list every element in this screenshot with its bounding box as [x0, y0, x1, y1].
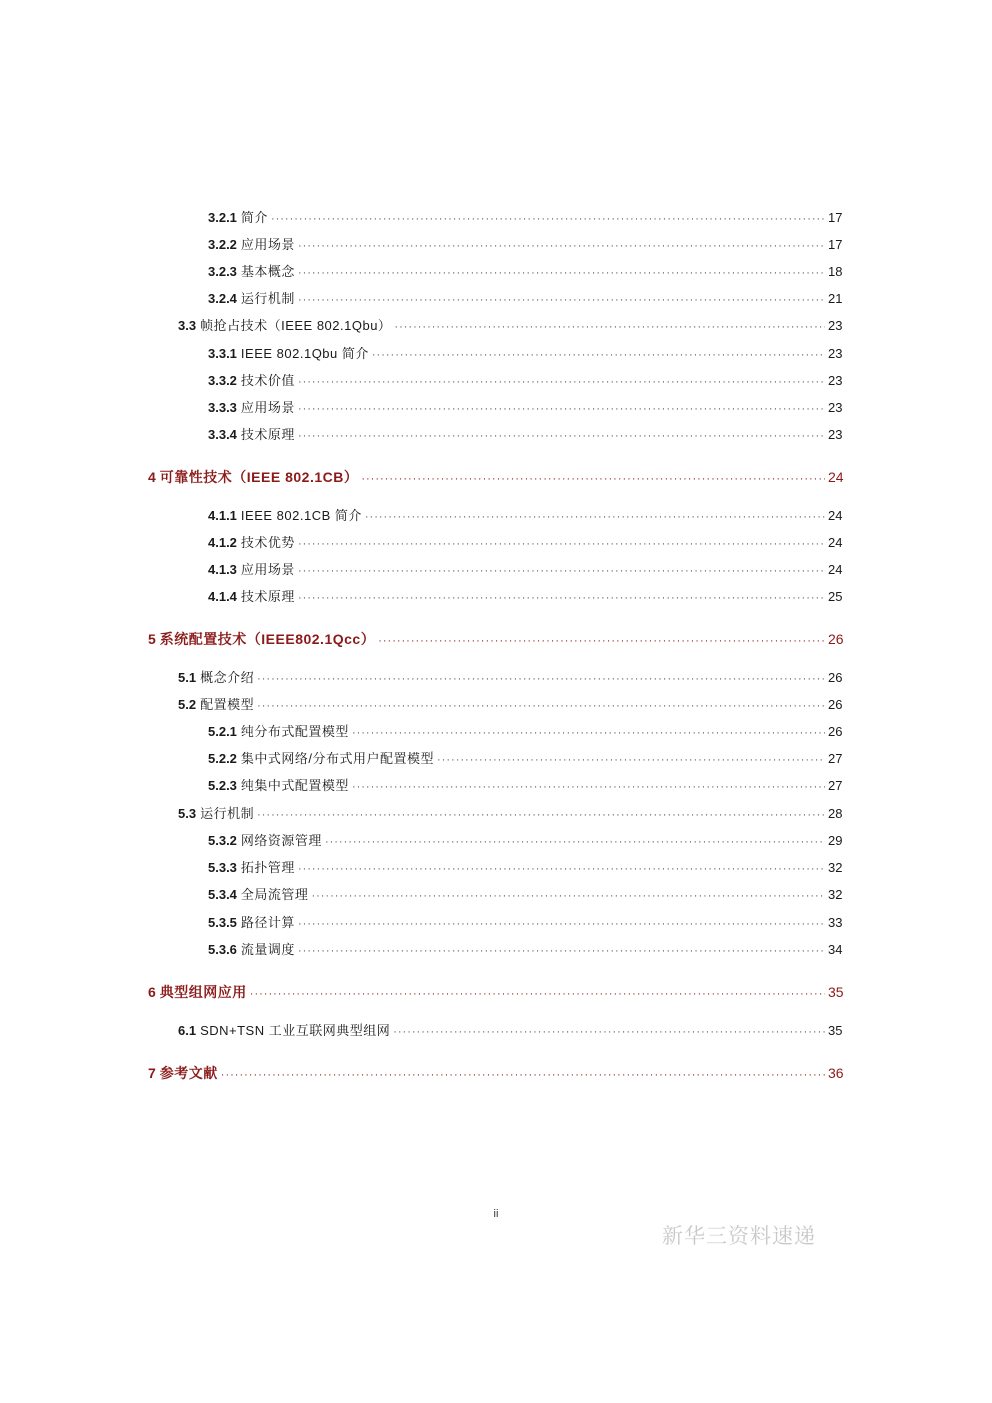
toc-entry-title: 应用场景: [240, 400, 295, 415]
dot-leader: [298, 562, 825, 580]
toc-entry-3-3-3[interactable]: [208, 399, 842, 418]
toc-entry-title: 集中式网络/分布式用户配置模型: [240, 751, 435, 766]
dot-leader: [221, 1066, 825, 1084]
toc-entry-3-3-1[interactable]: [208, 345, 842, 364]
toc-entry-number: 4: [148, 469, 156, 485]
toc-entry-title: 网络资源管理: [240, 833, 322, 848]
toc-entry-page: 23: [828, 427, 843, 442]
dot-leader: [372, 346, 825, 364]
toc-entry-number: 3.2.4: [208, 291, 237, 306]
toc-entry-number: 5.3: [178, 806, 197, 821]
toc-entry-5-3-2[interactable]: [208, 832, 842, 851]
toc-entry-title: 配置模型: [200, 697, 255, 712]
toc-entry-number: 4.1.3: [208, 562, 237, 577]
toc-entry-3-3-4[interactable]: [208, 426, 842, 445]
toc-entry-number: 5.2: [178, 697, 197, 712]
toc-entry-page: 24: [828, 535, 843, 550]
toc-entry-number: 5.3.4: [208, 887, 237, 902]
dot-leader: [257, 697, 825, 715]
dot-leader: [298, 237, 825, 255]
toc-entry-4-1-3[interactable]: [208, 561, 842, 580]
dot-leader: [271, 210, 825, 228]
dot-leader: [298, 860, 825, 878]
toc-entry-page: 32: [828, 887, 843, 902]
toc-entry-title: 技术原理: [240, 589, 295, 604]
toc-entry-5-3[interactable]: [178, 805, 842, 824]
toc-entry-page: 26: [828, 697, 843, 712]
dot-leader: [257, 806, 825, 824]
toc-entry-title: 全局流管理: [240, 887, 309, 902]
toc-entry-page: 34: [828, 942, 843, 957]
toc-entry-4-1-1[interactable]: [208, 507, 842, 526]
dot-leader: [298, 915, 825, 933]
toc-entry-5-2-2[interactable]: [208, 750, 842, 769]
toc-entry-number: 5.2.2: [208, 751, 237, 766]
dot-leader: [250, 985, 825, 1003]
toc-entry-title: 纯分布式配置模型: [240, 724, 349, 739]
toc-entry-title: 参考文献: [159, 1065, 218, 1081]
toc-entry-number: 6: [148, 984, 156, 1000]
dot-leader: [298, 264, 825, 282]
toc-entry-page: 32: [828, 860, 843, 875]
toc-entry-title: 应用场景: [240, 562, 295, 577]
toc-entry-3-3[interactable]: [178, 317, 842, 336]
toc-entry-title: 基本概念: [240, 264, 295, 279]
toc-entry-5-2[interactable]: [178, 696, 842, 715]
toc-entry-title: IEEE 802.1CB 简介: [240, 508, 362, 523]
toc-entry-title: 技术原理: [240, 427, 295, 442]
toc-entry-title: 运行机制: [200, 806, 255, 821]
toc-entry-title: IEEE 802.1Qbu 简介: [240, 346, 369, 361]
toc-entry-5-3-6[interactable]: [208, 941, 842, 960]
toc-entry-title: SDN+TSN 工业互联网典型组网: [200, 1023, 391, 1038]
toc-entry-5-2-1[interactable]: [208, 723, 842, 742]
toc-entry-number: 5.3.6: [208, 942, 237, 957]
toc-entry-page: 17: [828, 237, 843, 252]
toc-chapter-5[interactable]: [148, 630, 842, 650]
toc-entry-title: 典型组网应用: [159, 984, 247, 1000]
toc-entry-page: 27: [828, 778, 843, 793]
dot-leader: [298, 291, 825, 309]
dot-leader: [365, 508, 825, 526]
toc-chapter-7[interactable]: [148, 1064, 842, 1084]
toc-entry-page: 17: [828, 210, 843, 225]
toc-entry-title: 技术优势: [240, 535, 295, 550]
dot-leader: [378, 632, 825, 650]
toc-entry-page: 23: [828, 318, 843, 333]
toc-entry-page: 33: [828, 915, 843, 930]
toc-entry-page: 24: [828, 508, 843, 523]
toc-entry-title: 系统配置技术（IEEE802.1Qcc）: [159, 631, 376, 647]
toc-entry-number: 3.2.3: [208, 264, 237, 279]
toc-entry-number: 5.2.1: [208, 724, 237, 739]
toc-entry-5-3-3[interactable]: [208, 859, 842, 878]
toc-entry-page: 26: [828, 670, 843, 685]
dot-leader: [352, 724, 825, 742]
toc-entry-3-2-2[interactable]: [208, 236, 842, 255]
toc-entry-page: 35: [828, 1023, 843, 1038]
toc-entry-number: 3.3.1: [208, 346, 237, 361]
dot-leader: [361, 470, 825, 488]
dot-leader: [352, 778, 825, 796]
toc-entry-5-3-4[interactable]: [208, 886, 842, 905]
toc-entry-page: 28: [828, 806, 843, 821]
toc-entry-number: 3.3: [178, 318, 197, 333]
toc-entry-title: 简介: [240, 210, 268, 225]
toc-entry-number: 5.3.3: [208, 860, 237, 875]
toc-entry-title: 概念介绍: [200, 670, 255, 685]
dot-leader: [325, 833, 825, 851]
toc-entry-title: 帧抢占技术（IEEE 802.1Qbu）: [200, 318, 392, 333]
toc-entry-title: 路径计算: [240, 915, 295, 930]
toc-entry-4-1-2[interactable]: [208, 534, 842, 553]
toc-entry-number: 4.1.4: [208, 589, 237, 604]
toc-entry-5-2-3[interactable]: [208, 777, 842, 796]
toc-entry-page: 23: [828, 400, 843, 415]
dot-leader: [298, 373, 825, 391]
toc-entry-number: 5.1: [178, 670, 197, 685]
toc-entry-title: 可靠性技术（IEEE 802.1CB）: [159, 469, 359, 485]
toc-chapter-6[interactable]: [148, 983, 842, 1003]
toc-entry-3-2-4[interactable]: [208, 290, 842, 309]
toc-entry-number: 5.2.3: [208, 778, 237, 793]
toc-entry-4-1-4[interactable]: [208, 588, 842, 607]
toc-entry-number: 3.2.2: [208, 237, 237, 252]
toc-entry-5-1[interactable]: [178, 669, 842, 688]
toc-entry-3-2-3[interactable]: [208, 263, 842, 282]
toc-entry-number: 5.3.2: [208, 833, 237, 848]
dot-leader: [257, 670, 825, 688]
toc-entry-number: 3.3.4: [208, 427, 237, 442]
dot-leader: [298, 589, 825, 607]
toc-entry-number: 3.3.2: [208, 373, 237, 388]
dot-leader: [437, 751, 825, 769]
toc-entry-page: 21: [828, 291, 843, 306]
toc-entry-title: 应用场景: [240, 237, 295, 252]
watermark-text: 新华三资料速递: [662, 1224, 816, 1248]
toc-entry-page: 36: [828, 1065, 844, 1081]
toc-entry-title: 流量调度: [240, 942, 295, 957]
toc-entry-page: 35: [828, 984, 844, 1000]
toc-entry-page: 29: [828, 833, 843, 848]
dot-leader: [394, 318, 825, 336]
dot-leader: [298, 942, 825, 960]
toc-entry-title: 拓扑管理: [240, 860, 295, 875]
toc-entry-page: 23: [828, 346, 843, 361]
toc-chapter-4[interactable]: [148, 468, 842, 488]
toc-entry-number: 3.2.1: [208, 210, 237, 225]
toc-entry-page: 27: [828, 751, 843, 766]
dot-leader: [311, 887, 825, 905]
toc-entry-title: 技术价值: [240, 373, 295, 388]
toc-entry-page: 24: [828, 562, 843, 577]
dot-leader: [393, 1023, 825, 1041]
toc-entry-number: 6.1: [178, 1023, 197, 1038]
toc-entry-page: 18: [828, 264, 843, 279]
toc-entry-number: 4.1.1: [208, 508, 237, 523]
toc-entry-number: 3.3.3: [208, 400, 237, 415]
toc-entry-number: 4.1.2: [208, 535, 237, 550]
page-number: ii: [493, 1208, 499, 1220]
toc-entry-5-3-5[interactable]: [208, 914, 842, 933]
toc-entry-title: 纯集中式配置模型: [240, 778, 349, 793]
toc-entry-number: 5.3.5: [208, 915, 237, 930]
toc-entry-3-3-2[interactable]: [208, 372, 842, 391]
toc-entry-number: 5: [148, 631, 156, 647]
dot-leader: [298, 400, 825, 418]
toc-entry-page: 26: [828, 724, 843, 739]
toc-entry-title: 运行机制: [240, 291, 295, 306]
dot-leader: [298, 427, 825, 445]
toc-entry-page: 25: [828, 589, 843, 604]
toc-entry-page: 23: [828, 373, 843, 388]
toc-entry-6-1[interactable]: [178, 1022, 842, 1041]
toc-entry-3-2-1[interactable]: [208, 209, 842, 228]
toc-entry-page: 26: [828, 631, 844, 647]
toc-entry-number: 7: [148, 1065, 156, 1081]
dot-leader: [298, 535, 825, 553]
toc-entry-page: 24: [828, 469, 844, 485]
